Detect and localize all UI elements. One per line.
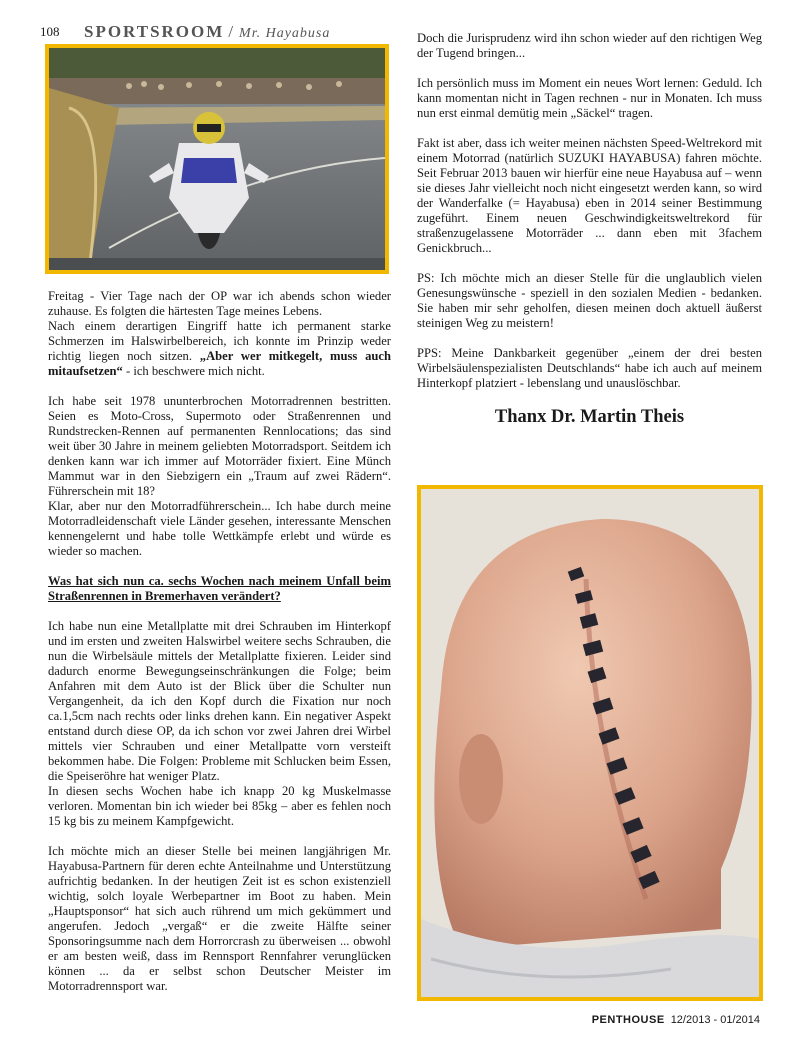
paragraph-weight: In diesen sechs Wochen habe ich knapp 20 kg Muskelmasse verloren. Momentan bin ich wieder bei 85kg – aber es fehlen noch 15 kg bis zu meinem Kampfgewicht. xyxy=(48,784,391,828)
paragraph-pain-text: Nach einem derartigen Eingriff hatte ich permanent starke Schmerzen im Halswirbelbereich, ich konnte im Prinzip weder richtig liegen noch sitzen. xyxy=(48,319,391,363)
paragraph-world-record: Fakt ist aber, dass ich weiter meinen nächsten Speed-Weltrekord mit einem Motorrad (natürlich SUZUKI HAYABUSA) fahren möchte. Seit Februar 2013 bauen wir hierfür eine neue Hayabusa auf – wenn sie dieses Jahr vielleicht noch nicht eingesetzt werden kann, so wird der Wanderfalke (= Hayabusa) eben in 2014 seiner Bestimmung zugeführt. Einem neuen Geschwindigkeitsweltrekord für straßenzugelassene Motorräder ... dann eben mit 3fachem Genickbruch... xyxy=(417,136,762,255)
paragraph-pps: PPS: Meine Dankbarkeit gegenüber „einem der drei besten Wirbelsäulenspezialisten Deutschlands“ habe ich auch auf meinem Hinterkopf platziert - lebenslang und unauslöschbar. xyxy=(417,346,762,390)
right-column xyxy=(417,31,762,428)
race-photo-image xyxy=(49,48,385,270)
left-column xyxy=(48,289,391,1009)
paragraph-ps: PS: Ich möchte mich an dieser Stelle für die unglaublich vielen Genesungswünsche - speziell in den sozialen Medien - bedanken. Sie haben mir sehr geholfen, diesen meinen doch aktuell äußerst steinigen Weg zu meistern! xyxy=(417,271,762,330)
paragraph-career: Ich habe seit 1978 ununterbrochen Motorradrennen bestritten. Seien es Moto-Cross, Supermoto oder Straßenrennen und Rundstrecken-Rennen auf permanenten Rennlocations; das sind weit über 30 Jahre in meinem geliebten Motorradsport. Seitdem ich denken kann war ich immer auf Motorräder fixiert. Eine Münch Mammut war in den Siebzigern ein „Traum auf zwei Rädern“. Führerschein mit 18? xyxy=(48,394,391,498)
issue-date: 12/2013 - 01/2014 xyxy=(670,1014,760,1026)
paragraph-pain-quote: „Aber wer mitkegelt, muss auch mitaufsetzen“ xyxy=(48,349,391,378)
paragraph-pain-end: - ich beschwere mich nicht. xyxy=(122,364,265,378)
tattoo-photo-image xyxy=(421,489,759,997)
section-separator: / xyxy=(228,22,236,41)
magazine-name: PENTHOUSE xyxy=(591,1014,665,1026)
thanks-line: Thanx Dr. Martin Theis xyxy=(494,407,685,427)
paragraph-jurisprudence: Doch die Jurisprudenz wird ihn schon wieder auf den richtigen Weg der Tugend bringen... xyxy=(417,31,762,60)
paragraph-license: Klar, aber nur den Motorradführerschein... Ich habe durch meine Motorradleidenschaft viele Länder gesehen, interessante Menschen kennengelernt und habe tolle Wettkämpfe erlebt und würde es wieder so machen. xyxy=(48,499,391,558)
paragraph-pain xyxy=(48,319,391,379)
paragraph-sponsors: Ich möchte mich an dieser Stelle bei meinen langjährigen Mr. Hayabusa-Partnern für deren echte Anteilnahme und Unterstützung aufrichtig bedanken. In der heutigen Zeit ist es schon existenziell wichtig, solch loyale Werbepartner im Boot zu haben. Mein „Hauptsponsor“ hat sich auch rührend um mich gekümmert und angerufen. Jedoch „vergaß“ er die zweite Hälfte seiner Sponsoringsumme nach dem Horrorcrash zu überweisen ... obwohl er am besten weiß, dass im Rennsport Rennfahrer verunglücken können ... da er selbst schon Deutscher Meister im Motorradrennsport war. xyxy=(48,844,391,993)
tattoo-photo xyxy=(417,485,763,1001)
paragraph-release: Freitag - Vier Tage nach der OP war ich abends schon wieder zuhause. Es folgten die härtesten Tage meines Lebens. xyxy=(48,289,391,318)
section-subtitle: Mr. Hayabusa xyxy=(239,26,331,41)
section-heading: Was hat sich nun ca. sechs Wochen nach meinem Unfall beim Straßenrennen in Bremerhaven verändert? xyxy=(48,574,391,603)
section-name: SPORTSROOM xyxy=(84,22,225,41)
race-photo xyxy=(45,44,389,274)
page-number: 108 xyxy=(40,24,60,39)
paragraph-surgery: Ich habe nun eine Metallplatte mit drei Schrauben im Hinterkopf und im ersten und zweiten Halswirbel weitere sechs Schrauben, die nun die Wirbelsäule mittels der Metallplatte fixieren. Leider sind dadurch enorme Bewegungseinschränkungen die Folge; beim Anfahren mit dem Auto ist der Blick über die Schulter nun Vergangenheit, da ich den Kopf durch die Fixation nur noch ca.1,5cm nach rechts oder links drehen kann. Ein negativer Aspekt entstand durch diese OP, da ich schon vor zwei Jahren drei Wirbel mittels vier Schrauben und einer Metallpatte vorn versteift bekommen habe. Die Folgen: Probleme mit Schlucken beim Essen, die Speiseröhre hat weniger Platz. xyxy=(48,619,391,783)
section-title xyxy=(84,22,330,42)
page-footer xyxy=(592,1014,760,1026)
paragraph-patience: Ich persönlich muss im Moment ein neues Wort lernen: Geduld. Ich kann momentan nicht in Tagen rechnen - nur in Monaten. Ich muss nun erst einmal demütig mein „Säckel“ tragen. xyxy=(417,76,762,120)
